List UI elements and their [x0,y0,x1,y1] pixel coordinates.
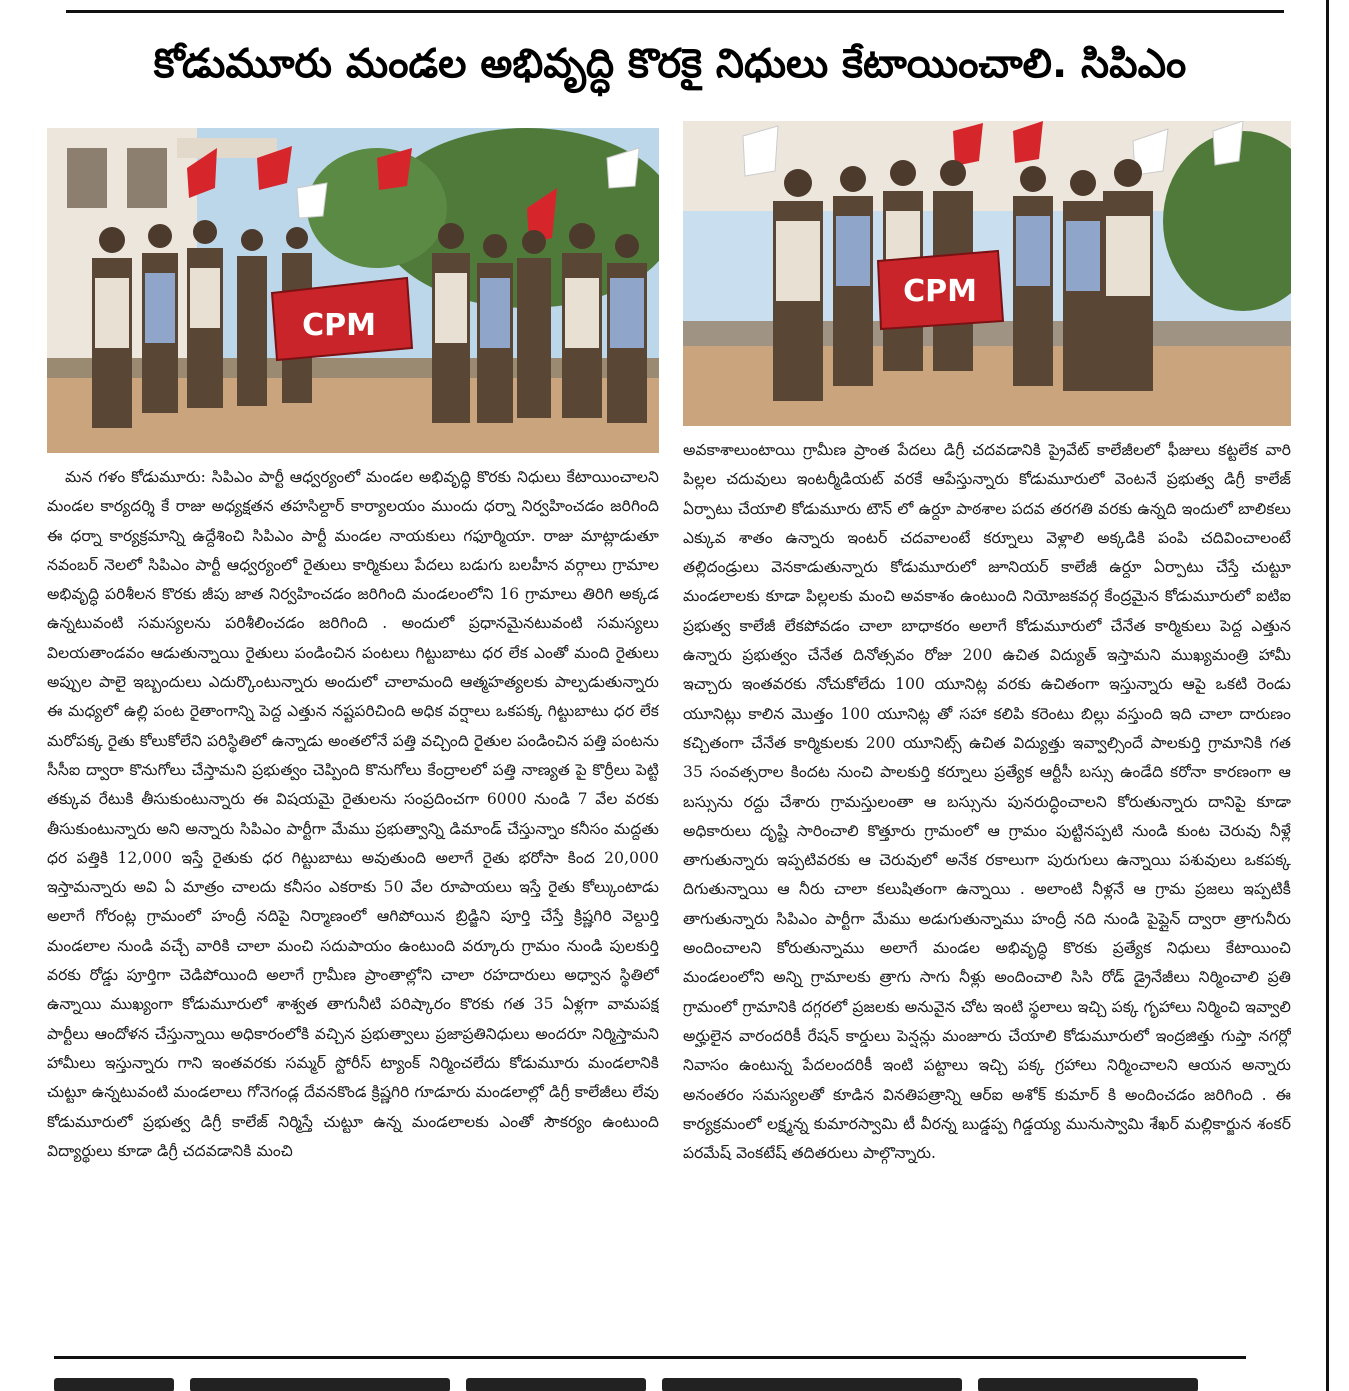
article-column-right: అవకాశాలుంటాయి గ్రామీణ ప్రాంత పేదలు డిగ్రీ చదవడానికి ప్రైవేట్ కాలేజీలలో ఫీజులు కట్టలేక వారి పిల్లల చదువులు ఇంటర్మీడియట్ వరకే ఆపేస్తున్నారు కోడుమూరులో వెంటనే ప్రభుత్వ డిగ్రీ కాలేజ్ ఏర్పాటు చేయాలి కోడుమూరు టౌన్ లో ఉర్దూ పాఠశాల పదవ తరగతి వరకు ఉన్నది ఇందులో బాలికలు ఎక్కువ శాతం ఉన్నారు ఇంటర్ చదవాలంటే కర్నూలు వెళ్లాలి అక్కడికి పంపి చదివించాలంటే తల్లిదండ్రులు వెనకాడుతున్నారు కోడుమూరులో జూనియర్ కాలేజీ ఉర్దూ ఏర్పాటు చేస్తే చుట్టూ మండలాలకు కూడా పిల్లలకు మంచి అవకాశం ఉంటుంది నియోజకవర్గ కేంద్రమైన కోడుమూరులో ఐటిఐ ప్రభుత్వ కాలేజీ లేకపోవడం చాలా బాధాకరం అలాగే కోడుమూరులో చేనేత కార్మికులు పెద్ద ఎత్తున ఉన్నారు ప్రభుత్వం చేనేత దినోత్సవం రోజు 200 ఉచిత విద్యుత్ ఇస్తామని ముఖ్యమంత్రి హామీ ఇచ్చారు ఇంతవరకు నోచుకోలేదు 100 యూనిట్ల వరకు ఉచితంగా ఇస్తున్నారు ఆపై ఒకటి రెండు యూనిట్లు కాలిన మొత్తం 100 యూనిట్ల తో సహా కలిపి కరెంటు బిల్లు వస్తుంది ఇది చాలా దారుణం కచ్చితంగా చేనేత కార్మికులకు 200 యూనిట్స్ ఉచిత విద్యుత్తు ఇవ్వాల్సిందే పాలకుర్తి గ్రామానికి గత 35 సంవత్సరాల కిందట నుంచి పాలకుర్తి కర్నూలు ప్రత్యేక ఆర్టీసీ బస్సు ఉండేది కరోనా కారణంగా ఆ బస్సును రద్దు చేశారు గ్రామస్తులంతా ఆ బస్సును పునరుద్ధించాలని కోరుతున్నారు దానిపై కూడా అధికారులు దృష్టి సారించాలి కొత్తూరు గ్రామంలో ఆ గ్రామం పుట్టినప్పటి నుండి కుంట చెరువు నీళ్లే తాగుతున్నారు ఇప్పటివరకు ఆ చెరువులో అనేక రకాలుగా పురుగులు ఉన్నాయి పశువులు ఒకపక్క దిగుతున్నాయి ఆ నీరు చాలా కలుషితంగా ఉన్నాయి . అలాంటి నీళ్లనే ఆ గ్రామ ప్రజలు ఇప్పటికీ తాగుతున్నారు సిపిఎం పార్టీగా మేము అడుగుతున్నాము హంద్రీ నది నుండి పైప్లైన్ ద్వారా త్రాగునీరు అందించాలని కోరుతున్నాము అలాగే మండల అభివృద్ధి కొరకు ప్రత్యేక నిధులు కేటాయించి మండలంలోని అన్ని గ్రామాలకు త్రాగు సాగు నీళ్లు అందించాలి సిసి రోడ్ డ్రైనేజీలు నిర్మించాలి ప్రతి గ్రామంలో గ్రామానికి దగ్గరలో ప్రజలకు అనువైన చోట ఇంటి స్థలాలు ఇచ్చి పక్క గృహాలు నిర్మించి ఇవ్వాలి అర్హులైన వారందరికీ రేషన్ కార్డులు పెన్షన్లు మంజూరు చేయాలి కోడుమూరులో ఇంద్రజిత్తు గుప్తా నగర్లో నివాసం ఉంటున్న పేదలందరికీ ఇంటి పట్టాలు ఇచ్చి పక్క గ్రహాలు నిర్మించాలని ఆయన అన్నారు అనంతరం సమస్యలతో కూడిన వినతిపత్రాన్ని ఆర్ఐ అశోక్ కుమార్ కి అందించడం జరిగింది . ఈ కార్యక్రమంలో లక్ష్మన్న కుమారస్వామి టీ వీరన్న బుడ్డప్ప గిడ్డయ్య మునుస్వామి శేఖర్ మల్లికార్జున శంకర్ పరమేష్ వెంకటేష్ తదితరులు పాల్గొన్నారు. [683,441,1291,1163]
protest-photo-right [683,121,1291,426]
protest-photo-left [47,128,659,453]
top-rule [66,10,1284,13]
banner-brand-left: CPM [302,308,376,343]
article-headline: కోడుమూరు మండల అభివృద్ధి కొరకై నిధులు కేటాయించాలి. సిపిఎం [153,41,1187,87]
next-headline-cut-off [54,1364,1264,1391]
column-rule [1326,0,1329,1391]
bottom-rule [54,1356,1246,1359]
article-column-left: మన గళం కోడుమూరు: సిపిఎం పార్టీ ఆధ్వర్యంలో మండల అభివృద్ధి కొరకు నిధులు కేటాయించాలని మండల కార్యదర్శి కే రాజు అధ్యక్షతన తహసిల్దార్ కార్యాలయం ముందు ధర్నా నిర్వహించడం జరిగింది ఈ ధర్నా కార్యక్రమాన్ని ఉద్దేశించి సిపిఎం పార్టీ మండల నాయకులు గఫూర్మియా. రాజు మాట్లాడుతూ నవంబర్ నెలలో సిపిఎం పార్టీ ఆధ్వర్యంలో రైతులు కార్మికులు పేదలు బడుగు బలహీన వర్గాలు గ్రామాల అభివృద్ధి పరిశీలన కొరకు జీపు జాత నిర్వహించడం జరిగింది మండలంలోని 16 గ్రామాలు తిరిగి అక్కడ ఉన్నటువంటి సమస్యలను పరిశీలించడం జరిగింది . అందులో ప్రధానమైనటువంటి సమస్యలు విలయతాండవం ఆడుతున్నాయి రైతులు పండించిన పంటలు గిట్టుబాటు ధర లేక ఎంతో మంది రైతులు అప్పుల పాలై ఇబ్బందులు ఎదుర్కొంటున్నారు అందులో చాలామంది ఆత్మహత్యలకు పాల్పడుతున్నారు ఈ మధ్యలో ఉల్లి పంట రైతాంగాన్ని పెద్ద ఎత్తున నష్టపరిచింది అధిక వర్షాలు ఒకపక్క గిట్టుబాటు ధర లేక మరోపక్క రైతు కోలుకోలేని పరిస్థితిలో ఉన్నాడు అంతలోనే పత్తి వచ్చింది రైతుల పండించిన పత్తి పంటను సీసీఐ ద్వారా కొనుగోలు చేస్తామని ప్రభుత్వం చెప్పింది కొనుగోలు కేంద్రాలలో పత్తి నాణ్యత పై కొర్రీలు పెట్టి తక్కువ రేటుకి తీసుకుంటున్నారు ఈ విషయమై రైతులను సంప్రదించగా 6000 నుండి 7 వేల వరకు తీసుకుంటున్నారు అని అన్నారు సిపిఎం పార్టీగా మేము ప్రభుత్వాన్ని డిమాండ్ చేస్తున్నాం కనీసం మద్దతు ధర పత్తికి 12,000 ఇస్తే రైతుకు ధర గిట్టుబాటు అవుతుంది అలాగే రైతు భరోసా కింద 20,000 ఇస్తామన్నారు అవి ఏ మాత్రం చాలదు కనీసం ఎకరాకు 50 వేల రూపాయలు ఇస్తే రైతు కోల్కుంటాడు అలాగే గోరంట్ల గ్రామంలో హంద్రీ నదిపై నిర్మాణంలో ఆగిపోయిన బ్రిడ్జిని పూర్తి చేస్తే క్రిష్ణగిరి వెల్దుర్తి మండలాల నుండి వచ్చే వారికి చాలా మంచి సదుపాయం ఉంటుంది వర్కూరు గ్రామం నుండి పులకుర్తి వరకు రోడ్డు పూర్తిగా చెడిపోయింది అలాగే గ్రామీణ ప్రాంతాల్లోని చాలా రహదారులు అధ్వాన స్థితిలో ఉన్నాయి ముఖ్యంగా కోడుమూరులో శాశ్వత తాగునీటి పరిష్కారం కొరకు గత 35 ఏళ్లగా వామపక్ష పార్టీలు ఆందోళన చేస్తున్నాయి అధికారంలోకి వచ్చిన ప్రభుత్వాలు ప్రజాప్రతినిధులు అందరూ నిర్మిస్తామని హామీలు ఇస్తున్నారు గాని ఇంతవరకు సమ్మర్ స్టోరీస్ ట్యాంక్ నిర్మించలేదు కోడుమూరు మండలానికి చుట్టూ ఉన్నటువంటి మండలాలు గోనెగండ్ల దేవనకొండ క్రిష్ణగిరి గూడూరు మండలాల్లో డిగ్రీ కాలేజీలు లేవు కోడుమూరులో ప్రభుత్వ డిగ్రీ కాలేజ్ నిర్మిస్తే చుట్టూ ఉన్న మండలాలకు ఎంతో సౌకర్యం ఉంటుంది విద్యార్థులు కూడా డిగ్రీ చదవడానికి మంచి [47,468,659,1160]
banner-brand-right: CPM [903,274,977,309]
